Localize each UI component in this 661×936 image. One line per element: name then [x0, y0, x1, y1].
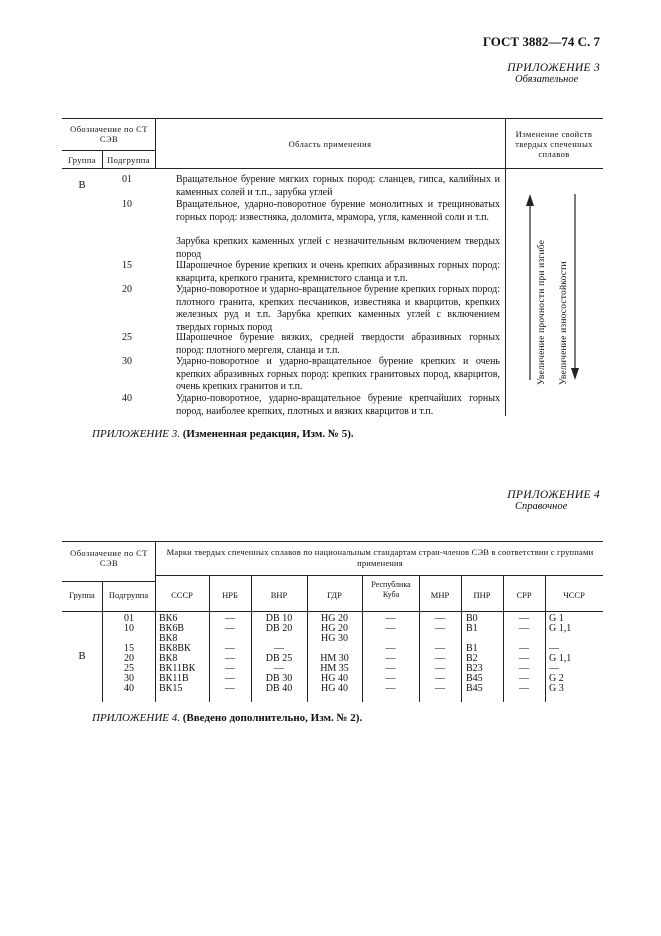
t4-cell: ВК8ВК — [159, 643, 191, 654]
t3-text: Ударно-поворотное и ударно-вращательное бурение крепких горных пород: плотного гранита, крепких песчаников, известняка и кварцитов, крепких железных руд и т.п. Зарубка крепких каменных углей с включением твердых горных пород — [176, 284, 500, 333]
t4-cell: G 1,1 — [549, 623, 572, 634]
t3-head-change: Изменение свойств твердых спеченных сплавов — [515, 129, 593, 159]
t4-cell: ВК8 — [159, 633, 178, 644]
t4-column-srr — [503, 614, 545, 694]
t4-cell: — — [549, 663, 559, 674]
t4-cell: — — [385, 663, 396, 674]
t4-column-vnr — [251, 614, 307, 694]
t4-cell: HG 20 — [321, 613, 348, 624]
t4-cell: G 1,1 — [549, 653, 572, 664]
t4-cell: HG 20 — [321, 623, 348, 634]
arrow-up-icon — [526, 194, 534, 206]
t4-cell: — — [519, 663, 529, 674]
appendix4-title: ПРИЛОЖЕНИЕ 4 — [507, 489, 600, 501]
t4-cell: DB 20 — [265, 623, 293, 634]
t3-head-subgroup: Подгруппа — [107, 155, 150, 165]
t3-code: 40 — [122, 393, 132, 404]
country-header: ВНР — [270, 590, 288, 600]
t4-subgroup-cell: 10 — [124, 623, 134, 634]
t4-cell: B2 — [466, 653, 478, 664]
t4-cell: — — [385, 613, 396, 624]
t4-column-cuba — [362, 614, 419, 694]
country-header: СРР — [516, 590, 532, 600]
t4-subgroup-cell: 40 — [124, 683, 134, 694]
t4-cell: — — [225, 653, 235, 664]
appendix3-subtitle: Обязательное — [515, 74, 579, 85]
t3-head-designation: Обозначение по СТ СЭВ — [70, 124, 148, 144]
t4-head-subgroup: Подгруппа — [108, 590, 149, 600]
t3-text: Ударно-поворотное, ударно-вращательное бурение крепчайших горных пород, наиболее крепких, плотных и вязких кварцитов и т.п. — [176, 393, 500, 417]
t4-cell: — — [274, 643, 284, 654]
arrow-down-icon — [571, 368, 579, 380]
t4-cell: — — [225, 613, 235, 624]
t4-cell: ВК11ВК — [159, 663, 196, 674]
t4-subgroup-column — [104, 614, 134, 694]
t4-cell: — — [519, 643, 529, 654]
t3-code: 10 — [122, 199, 132, 210]
t4-head-designation: Обозначение по СТ СЭВ — [70, 548, 148, 568]
t3-code: 20 — [122, 284, 132, 295]
t3-code: 25 — [122, 332, 132, 343]
t4-subgroup-cell: 20 — [124, 653, 134, 664]
t4-head-group: Группа — [69, 590, 95, 600]
t3-text: Вращательное бурение мягких горных пород: сланцев, гипса, калийных и каменных солей и т.п., зарубка углей — [176, 174, 500, 198]
t4-cell: — — [385, 643, 396, 654]
property-arrows — [505, 180, 605, 390]
t4-column-ussr — [159, 614, 209, 694]
t3-code: 01 — [122, 174, 132, 185]
appendix4-subtitle: Справочное — [515, 501, 568, 512]
t4-cell: — — [519, 673, 529, 684]
arrow-up-label: Увеличение прочности при изгибе — [537, 239, 547, 385]
t3-head-group: Группа — [67, 155, 97, 165]
t4-cell: — — [274, 663, 284, 674]
t4-column-mnr — [419, 614, 461, 694]
t4-column-nrb — [209, 614, 251, 694]
t4-subgroup-cell: 30 — [124, 673, 134, 684]
t4-subgroup-cell: 25 — [124, 663, 134, 674]
t4-cell: — — [519, 623, 529, 634]
t4-cell: DB 10 — [265, 613, 293, 624]
t4-cell: ВК8 — [159, 653, 178, 664]
t4-column-chssr — [549, 614, 601, 694]
page-header: ГОСТ 3882—74 С. 7 — [482, 34, 600, 49]
t4-cell: ВК6В — [159, 623, 185, 634]
t4-cell: — — [225, 673, 235, 684]
t4-cell: — — [549, 643, 559, 654]
t4-cell: G 3 — [549, 683, 564, 694]
t4-cell: B45 — [466, 673, 483, 684]
t4-cell: G 2 — [549, 673, 564, 684]
country-header: ГДР — [327, 590, 342, 600]
appendix4-note-prefix: ПРИЛОЖЕНИЕ 4. — [92, 712, 180, 724]
appendix4-note-text: (Введено дополнительно, Изм. № 2). — [182, 712, 363, 724]
t4-cell: — — [435, 643, 445, 654]
t4-cell: HM 30 — [320, 653, 349, 664]
t4-cell: HG 30 — [321, 633, 348, 644]
t4-cell: — — [385, 683, 396, 694]
t4-subgroup-cell: 01 — [124, 613, 134, 624]
t4-cell: DB 40 — [265, 683, 293, 694]
appendix3-title: ПРИЛОЖЕНИЕ 3 — [507, 62, 600, 74]
country-header: ЧССР — [563, 590, 585, 600]
t4-cell: B23 — [466, 663, 483, 674]
t4-cell: — — [385, 673, 396, 684]
t4-head-marks: Марки твердых спеченных сплавов по национальным стандартам стран-членов СЭВ в соответствии с группами применения — [166, 547, 594, 568]
appendix4-note — [92, 712, 362, 724]
t3-head-area: Область применения — [288, 139, 372, 149]
t4-cell: G 1 — [549, 613, 564, 624]
t3-text: Зарубка крепких каменных углей с незначительным включением твердых пород — [176, 236, 500, 260]
t4-cell: ВК11В — [159, 673, 189, 684]
appendix3-note-text: (Измененная редакция, Изм. № 5). — [182, 428, 354, 440]
t4-cell: — — [385, 653, 396, 664]
t3-text: Шарошечное бурение вязких, средней твердости абразивных горных пород: плотного мергеля, сланца и т.п. — [176, 332, 500, 356]
appendix3-note-prefix: ПРИЛОЖЕНИЕ 3. — [92, 428, 180, 440]
t3-text: Шарошечное бурение крепких и очень крепких абразивных горных пород: кварцита, крепкого гранита, кремнистого сланца и т.п. — [176, 260, 500, 284]
country-header: МНР — [430, 590, 450, 600]
t4-cell: — — [519, 653, 529, 664]
country-header: Республика Куба — [371, 580, 411, 599]
t4-cell: HG 40 — [321, 683, 348, 694]
t4-group-value: В — [78, 651, 86, 662]
country-header: ПНР — [473, 590, 491, 600]
t4-cell: B45 — [466, 683, 483, 694]
t4-cell: B1 — [466, 623, 478, 634]
t4-cell: — — [225, 623, 235, 634]
t3-text: Ударно-поворотное и ударно-вращательное бурение крепких и очень крепких абразивных горных пород: крепких гранитовых пород, кварцитов, очень крепких гранитов и т.п. — [176, 356, 500, 392]
t3-group-value: В — [78, 180, 86, 191]
t4-cell: DB 30 — [265, 673, 293, 684]
t4-cell: — — [435, 663, 445, 674]
country-header: СССР — [171, 590, 193, 600]
t4-cell: DB 25 — [265, 653, 293, 664]
t4-cell: — — [519, 683, 529, 694]
t4-cell: — — [225, 663, 235, 674]
t4-cell: HG 40 — [321, 673, 348, 684]
country-header: НРБ — [222, 590, 238, 600]
t4-cell: — — [435, 683, 445, 694]
t4-cell: — — [435, 623, 445, 634]
t4-column-pnr — [466, 614, 503, 694]
t4-cell: HM 35 — [320, 663, 349, 674]
t4-cell: — — [225, 643, 235, 654]
t4-cell: — — [435, 653, 445, 664]
t3-text: Вращательное, ударно-поворотное бурение монолитных и трещиноватых горных пород: известняка, доломита, мрамора, угля, каменной соли и т.п. — [176, 199, 500, 223]
t4-cell: — — [435, 613, 445, 624]
t4-cell: B0 — [466, 613, 478, 624]
t3-code: 15 — [122, 260, 132, 271]
arrow-down-label: Увеличение износостойкости — [559, 261, 569, 385]
t4-cell: ВК6 — [159, 613, 178, 624]
t4-cell: B1 — [466, 643, 478, 654]
t4-cell: — — [225, 683, 235, 694]
t4-column-gdr — [307, 614, 362, 694]
appendix3-note — [92, 428, 354, 440]
t3-code: 30 — [122, 356, 132, 367]
t4-cell: ВК15 — [159, 683, 183, 694]
t4-cell: — — [435, 673, 445, 684]
t4-subgroup-cell: 15 — [124, 643, 134, 654]
t4-cell: — — [519, 613, 529, 624]
t4-cell: — — [385, 623, 396, 634]
